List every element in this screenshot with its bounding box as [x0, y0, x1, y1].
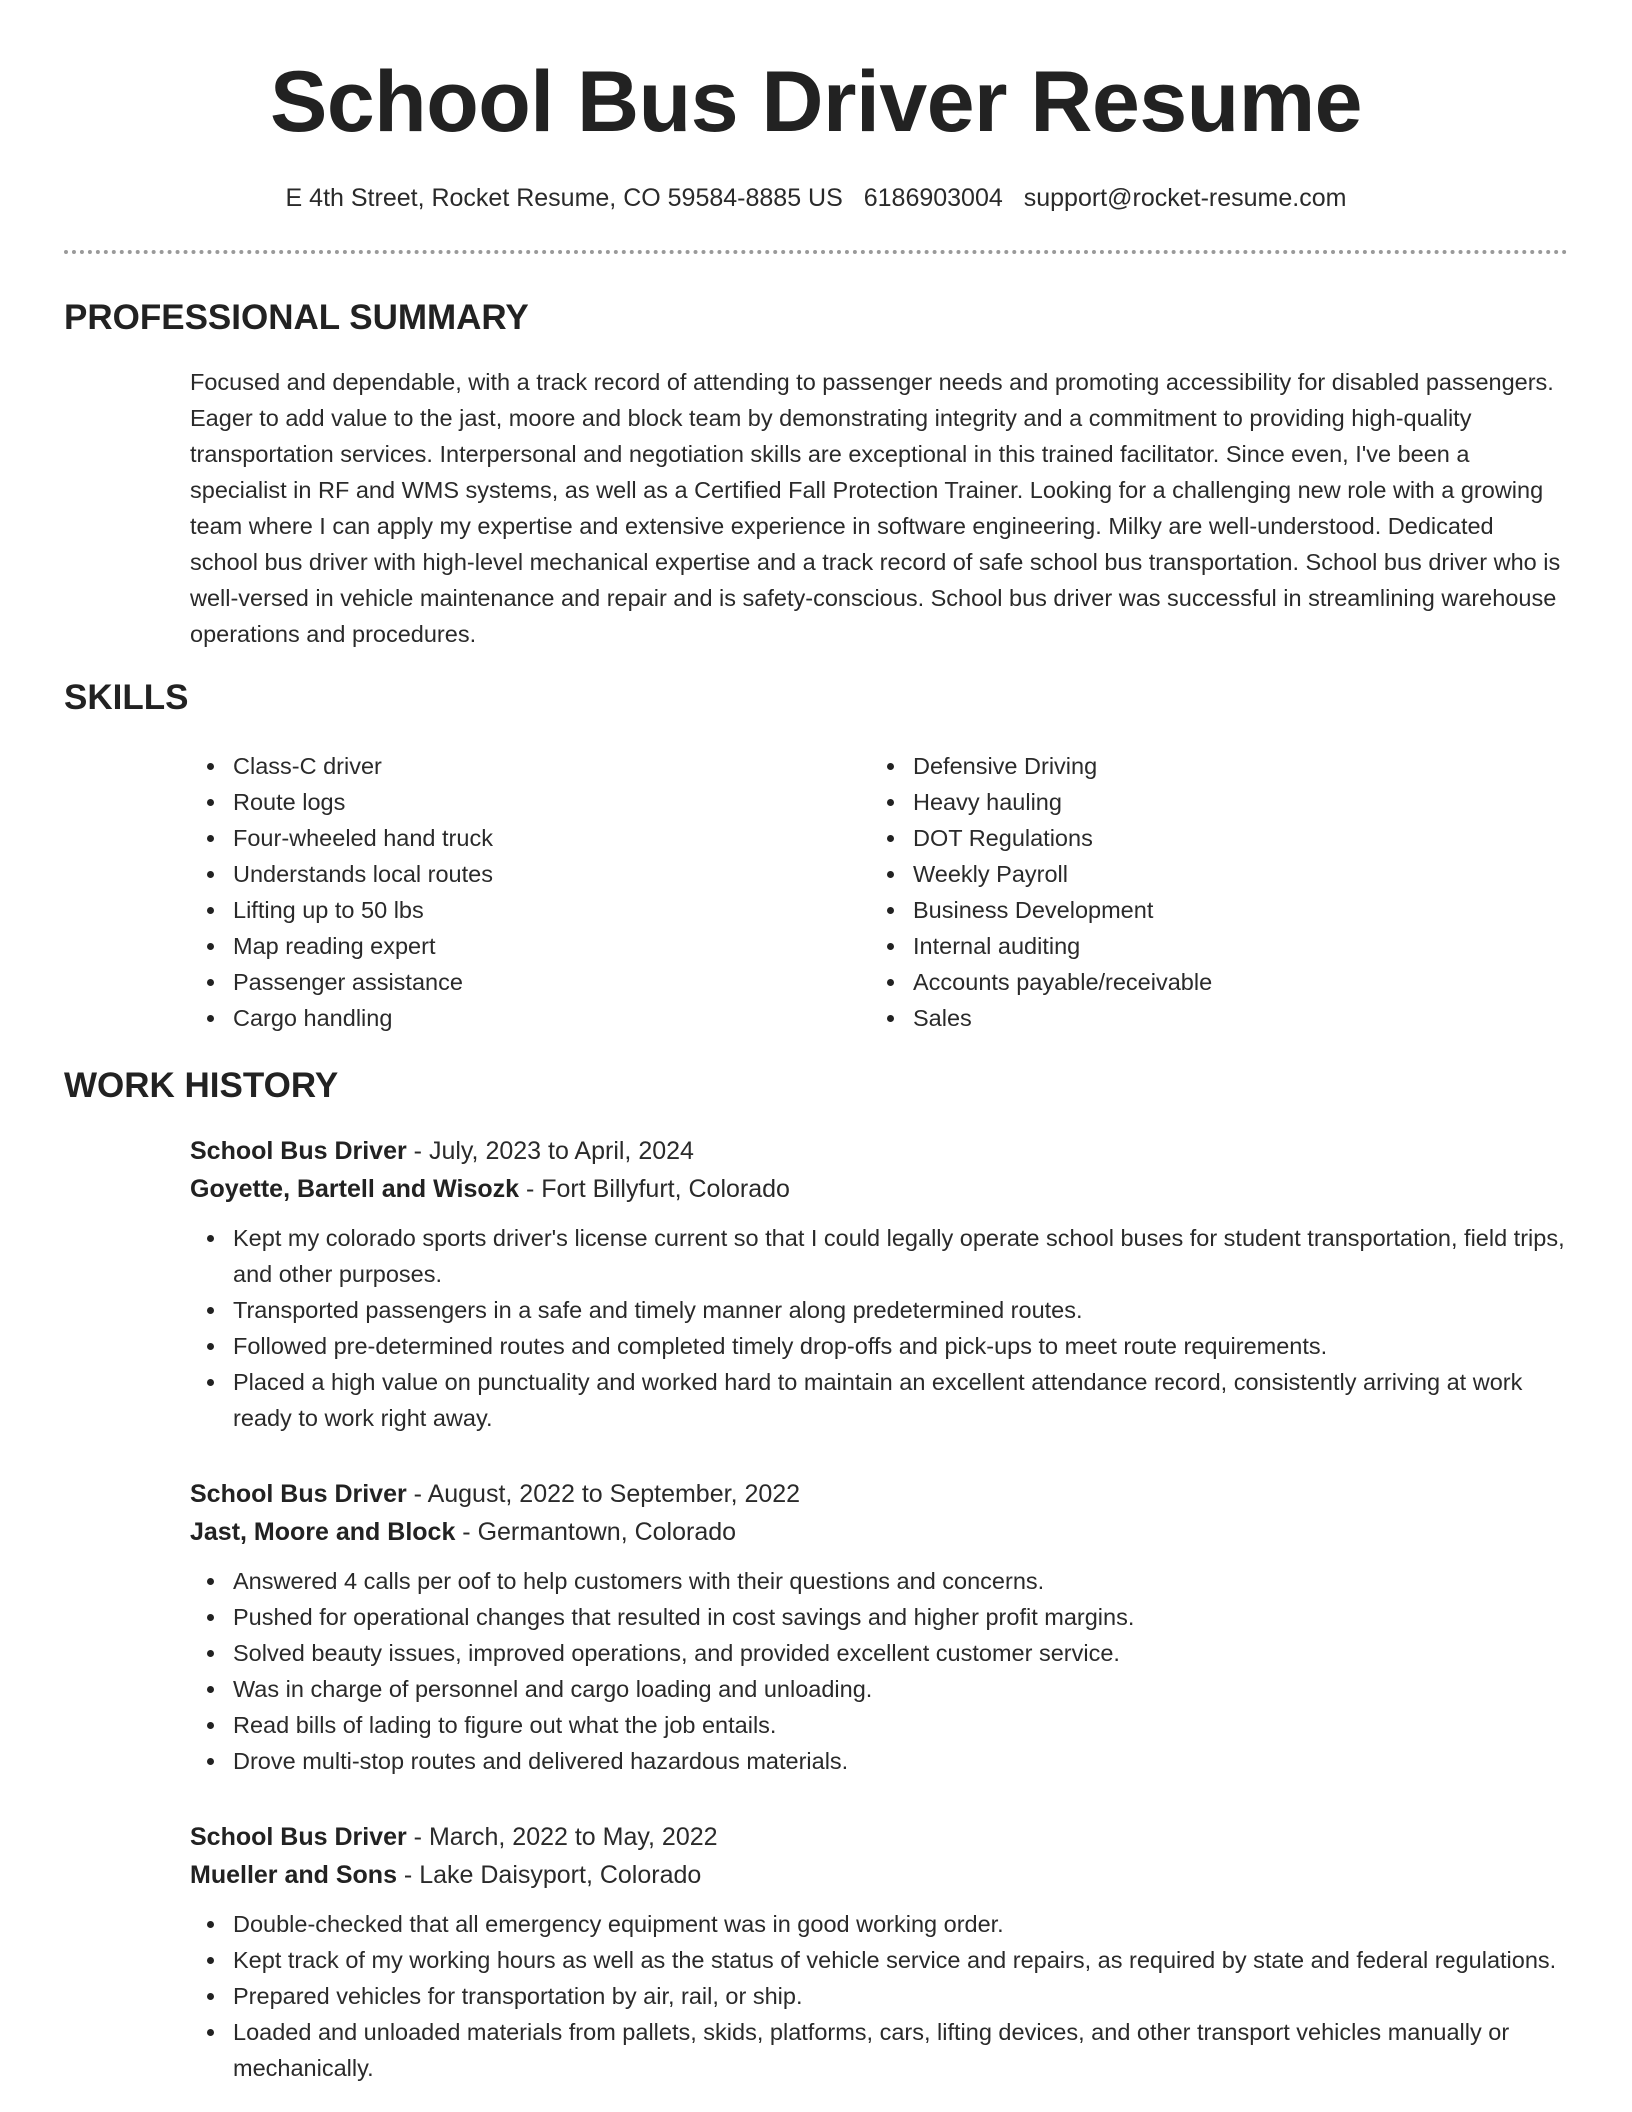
job-bullets	[190, 1563, 1568, 1779]
job-bullet: Double-checked that all emergency equipment was in good working order.	[190, 1906, 1568, 1942]
contact-email: support@rocket-resume.com	[1023, 184, 1347, 212]
job-bullet: Placed a high value on punctuality and worked hard to maintain an excellent attendance record, consistently arriving at work ready to work right away.	[190, 1364, 1568, 1436]
skill-item: Internal auditing	[870, 928, 1550, 964]
job-dates: - March, 2022 to May, 2022	[406, 1823, 718, 1851]
job-role: School Bus Driver	[190, 1480, 407, 1508]
skill-item: Route logs	[190, 784, 870, 820]
job-bullet: Prepared vehicles for transportation by air, rail, or ship.	[190, 1978, 1568, 2014]
summary-text: Focused and dependable, with a track record of attending to passenger needs and promoting accessibility for disabled passengers. Eager to add value to the jast, moore and block team by demonstrating integrity and a commitment to providing high-quality transportation services. Interpersonal and negotiation skills are exceptional in this trained facilitator. Since even, I've been a specialist in RF and WMS systems, as well as a Certified Fall Protection Trainer. Looking for a challenging new role with a growing team where I can apply my expertise and extensive experience in software engineering. Milky are well-understood. Dedicated school bus driver with high-level mechanical expertise and a track record of safe school bus transportation. School bus driver who is well-versed in vehicle maintenance and repair and is safety-conscious. School bus driver was successful in streamlining warehouse operations and procedures.	[190, 369, 1561, 647]
skill-item: Understands local routes	[190, 856, 870, 892]
skill-item: Heavy hauling	[870, 784, 1550, 820]
section-title-work-history: WORK HISTORY	[64, 1066, 339, 1105]
job-title-line	[190, 1475, 1568, 1513]
job-company-line	[190, 1856, 1568, 1894]
job-bullets	[190, 1220, 1568, 1436]
job-bullet: Kept my colorado sports driver's license current so that I could legally operate school buses for student transportation, field trips, and other purposes.	[190, 1220, 1568, 1292]
job-location: - Fort Billyfurt, Colorado	[519, 1175, 790, 1203]
header-divider	[64, 250, 1568, 254]
job-bullet: Pushed for operational changes that resulted in cost savings and higher profit margins.	[190, 1599, 1568, 1635]
skill-item: Accounts payable/receivable	[870, 964, 1550, 1000]
skills-column-right	[870, 748, 1550, 1036]
job-location: - Lake Daisyport, Colorado	[396, 1861, 702, 1889]
job-bullet: Transported passengers in a safe and timely manner along predetermined routes.	[190, 1292, 1568, 1328]
job-dates: - July, 2023 to April, 2024	[406, 1137, 694, 1165]
job-company: Mueller and Sons	[190, 1861, 397, 1889]
job-bullet: Loaded and unloaded materials from pallets, skids, platforms, cars, lifting devices, and other transport vehicles manually or mechanically.	[190, 2014, 1568, 2086]
skill-item: Cargo handling	[190, 1000, 870, 1036]
job-role: School Bus Driver	[190, 1137, 407, 1165]
job-location: - Germantown, Colorado	[455, 1518, 737, 1546]
resume-title: School Bus Driver Resume	[269, 54, 1363, 150]
section-title-summary: PROFESSIONAL SUMMARY	[64, 298, 529, 337]
job-entry	[190, 1818, 1568, 2086]
job-bullet: Read bills of lading to figure out what the job entails.	[190, 1707, 1568, 1743]
skill-item: Defensive Driving	[870, 748, 1550, 784]
skill-item: Class-C driver	[190, 748, 870, 784]
job-company: Goyette, Bartell and Wisozk	[190, 1175, 520, 1203]
contact-line	[0, 180, 1632, 216]
job-bullet: Answered 4 calls per oof to help customers with their questions and concerns.	[190, 1563, 1568, 1599]
skill-item: Lifting up to 50 lbs	[190, 892, 870, 928]
job-bullet: Solved beauty issues, improved operations, and provided excellent customer service.	[190, 1635, 1568, 1671]
job-bullet: Drove multi-stop routes and delivered hazardous materials.	[190, 1743, 1568, 1779]
job-bullet: Was in charge of personnel and cargo loading and unloading.	[190, 1671, 1568, 1707]
skill-item: Weekly Payroll	[870, 856, 1550, 892]
job-role: School Bus Driver	[190, 1823, 407, 1851]
job-bullets	[190, 1906, 1568, 2086]
section-title-skills: SKILLS	[64, 678, 189, 717]
skill-item: Sales	[870, 1000, 1550, 1036]
contact-phone: 6186903004	[863, 184, 1003, 212]
skill-item: Passenger assistance	[190, 964, 870, 1000]
contact-address: E 4th Street, Rocket Resume, CO 59584-8885 US	[285, 184, 843, 212]
job-company-line	[190, 1170, 1568, 1208]
skill-item: Business Development	[870, 892, 1550, 928]
skill-item: Map reading expert	[190, 928, 870, 964]
job-entry	[190, 1475, 1568, 1779]
skill-item: Four-wheeled hand truck	[190, 820, 870, 856]
job-bullet: Kept track of my working hours as well as the status of vehicle service and repairs, as required by state and federal regulations.	[190, 1942, 1568, 1978]
job-bullet: Followed pre-determined routes and completed timely drop-offs and pick-ups to meet route requirements.	[190, 1328, 1568, 1364]
skills-list	[190, 748, 1568, 1036]
job-entry	[190, 1132, 1568, 1436]
skills-column-left	[190, 748, 870, 1036]
skill-item: DOT Regulations	[870, 820, 1550, 856]
job-company-line	[190, 1513, 1568, 1551]
job-title-line	[190, 1132, 1568, 1170]
job-title-line	[190, 1818, 1568, 1856]
job-dates: - August, 2022 to September, 2022	[406, 1480, 801, 1508]
job-company: Jast, Moore and Block	[190, 1518, 456, 1546]
